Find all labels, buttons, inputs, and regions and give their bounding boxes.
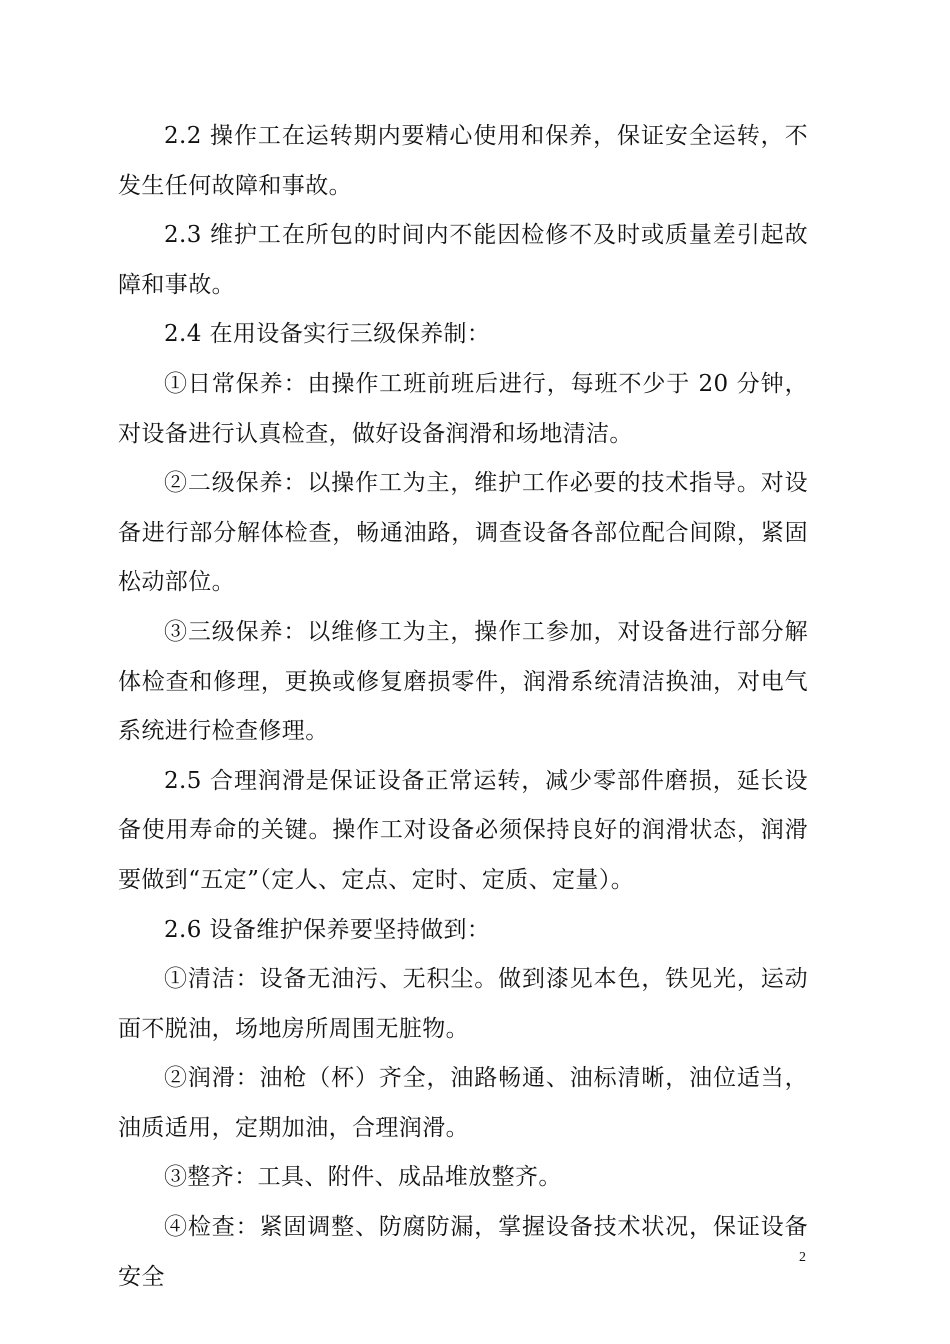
paragraph-inspection: ④检查：紧固调整、防腐防漏，掌握设备技术状况，保证设备安全 [118,1214,808,1290]
paragraph-cleaning: ①清洁：设备无油污、无积尘。做到漆见本色，铁见光，运动面不脱油，场地房所周围无脏物。 [118,966,808,1042]
paragraph-tidiness: ③整齐：工具、附件、成品堆放整齐。 [164,1164,562,1191]
document-body [118,112,808,1302]
paragraph-second-level-maintenance: ②二级保养：以操作工为主，维护工作必要的技术指导。对设备进行部分解体检查，畅通油路，调查设备各部位配合间隙，紧固松动部位。 [118,470,808,596]
paragraph-2-5: 2.5 合理润滑是保证设备正常运转，减少零部件磨损，延长设备使用寿命的关键。操作工对设备必须保持良好的润滑状态，润滑要做到“五定”（定人、定点、定时、定质、定量）。 [118,767,808,893]
paragraph-2-3: 2.3 维护工在所包的时间内不能因检修不及时或质量差引起故障和事故。 [118,222,808,298]
paragraph-third-level-maintenance: ③三级保养：以维修工为主，操作工参加，对设备进行部分解体检查和修理，更换或修复磨损零件，润滑系统清洁换油，对电气系统进行检查修理。 [118,618,808,745]
paragraph-lubrication: ②润滑：油枪（杯）齐全，油路畅通、油标清晰，油位适当，油质适用，定期加油，合理润滑。 [118,1065,808,1141]
paragraph-2-2: 2.2 操作工在运转期内要精心使用和保养，保证安全运转，不发生任何故障和事故。 [118,123,808,199]
page-number: 2 [799,1250,806,1265]
paragraph-2-6: 2.6 设备维护保养要坚持做到： [164,916,491,943]
paragraph-daily-maintenance: ①日常保养：由操作工班前班后进行，每班不少于 20 分钟，对设备进行认真检查，做好设备润滑和场地清洁。 [118,370,808,447]
paragraph-2-4: 2.4 在用设备实行三级保养制： [164,321,491,348]
